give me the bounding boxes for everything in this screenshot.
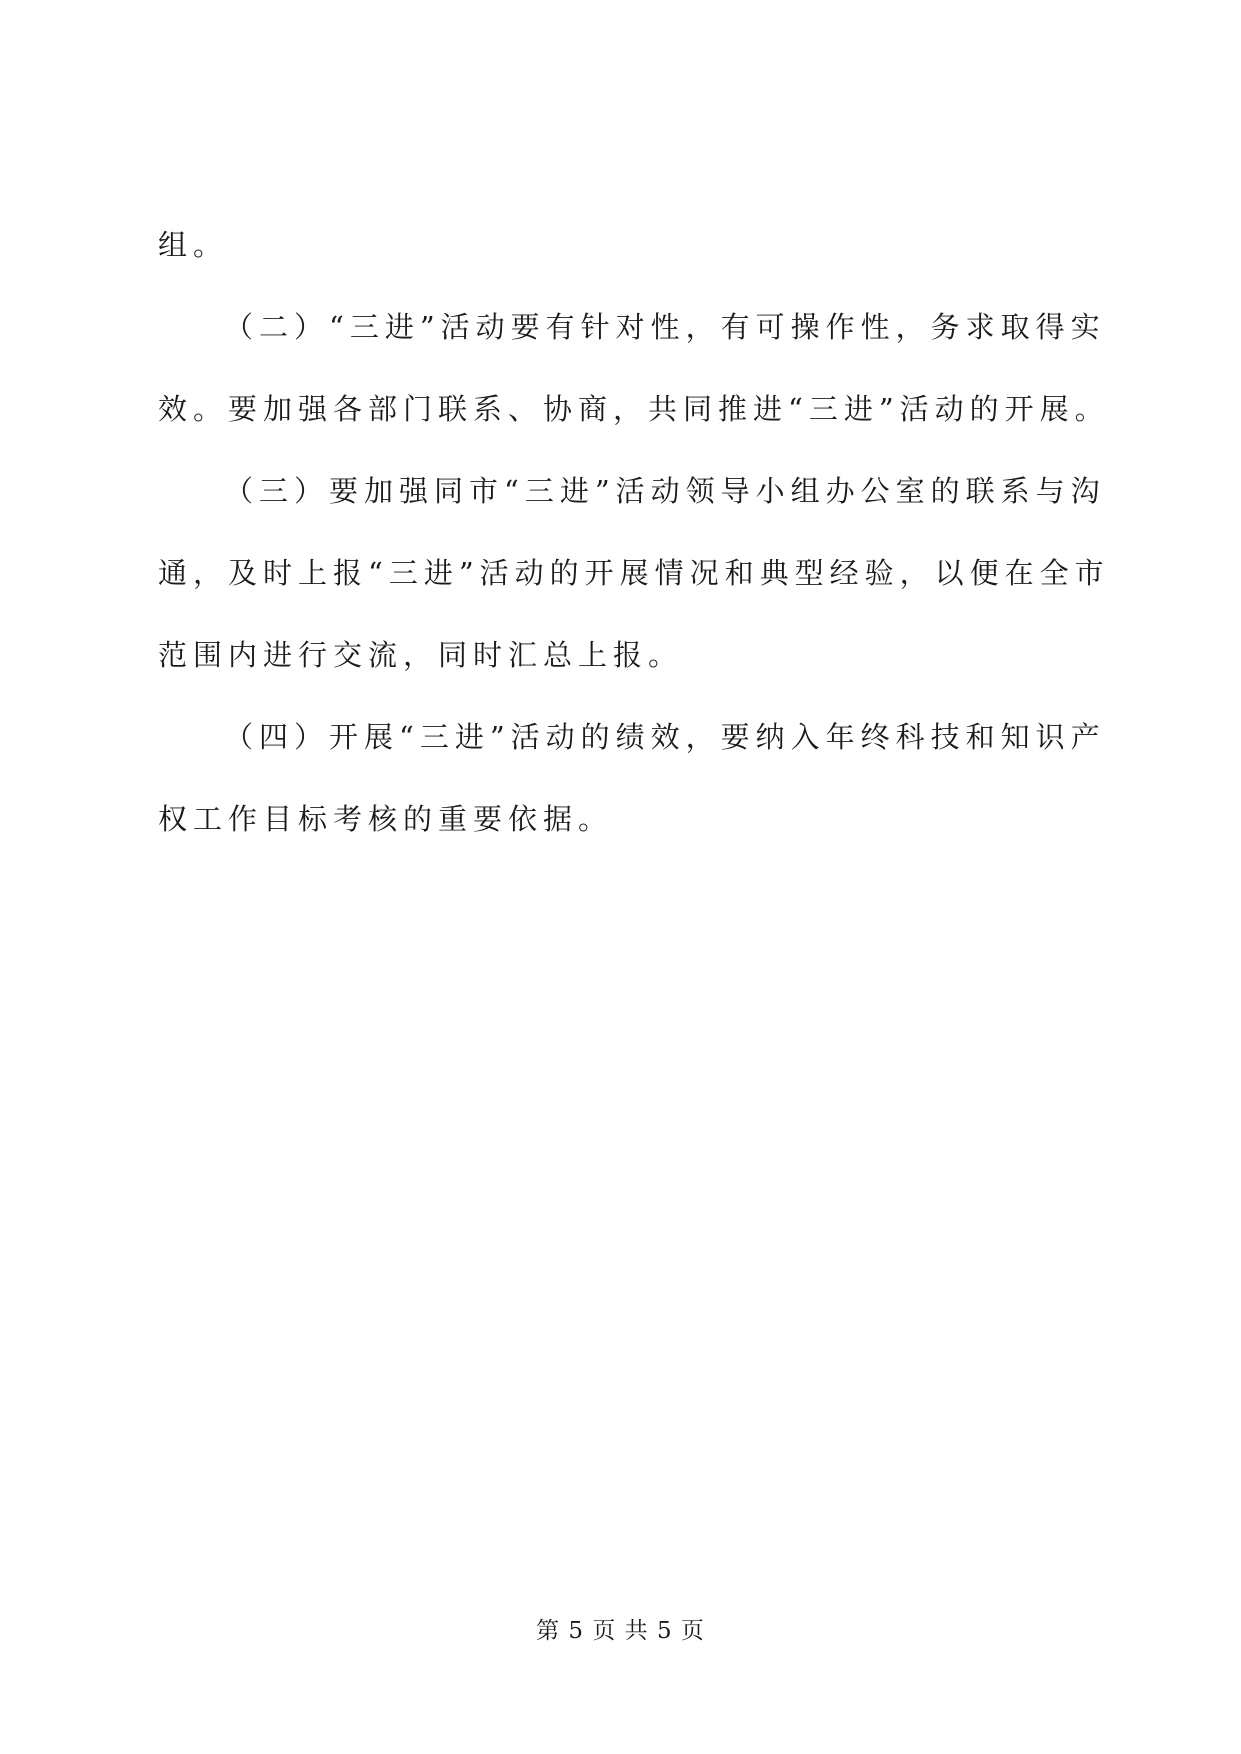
- paragraph-line: 组。: [158, 228, 229, 262]
- paragraph-line: 效。要加强各部门联系、协商，共同推进“三进”活动的开展。: [158, 392, 1110, 426]
- paragraph-line: 范围内进行交流，同时汇总上报。: [158, 638, 684, 672]
- paragraph-line: （二）“三进”活动要有针对性，有可操作性，务求取得实: [224, 310, 1106, 344]
- paragraph-line: 通，及时上报“三进”活动的开展情况和典型经验，以便在全市: [158, 556, 1110, 590]
- paragraph-line: （三）要加强同市“三进”活动领导小组办公室的联系与沟: [224, 474, 1106, 508]
- paragraph-line: 权工作目标考核的重要依据。: [158, 802, 614, 836]
- paragraph-line: （四）开展“三进”活动的绩效，要纳入年终科技和知识产: [224, 720, 1106, 754]
- page-number-footer: 第 5 页 共 5 页: [536, 1618, 705, 1644]
- body-text: [158, 228, 1110, 884]
